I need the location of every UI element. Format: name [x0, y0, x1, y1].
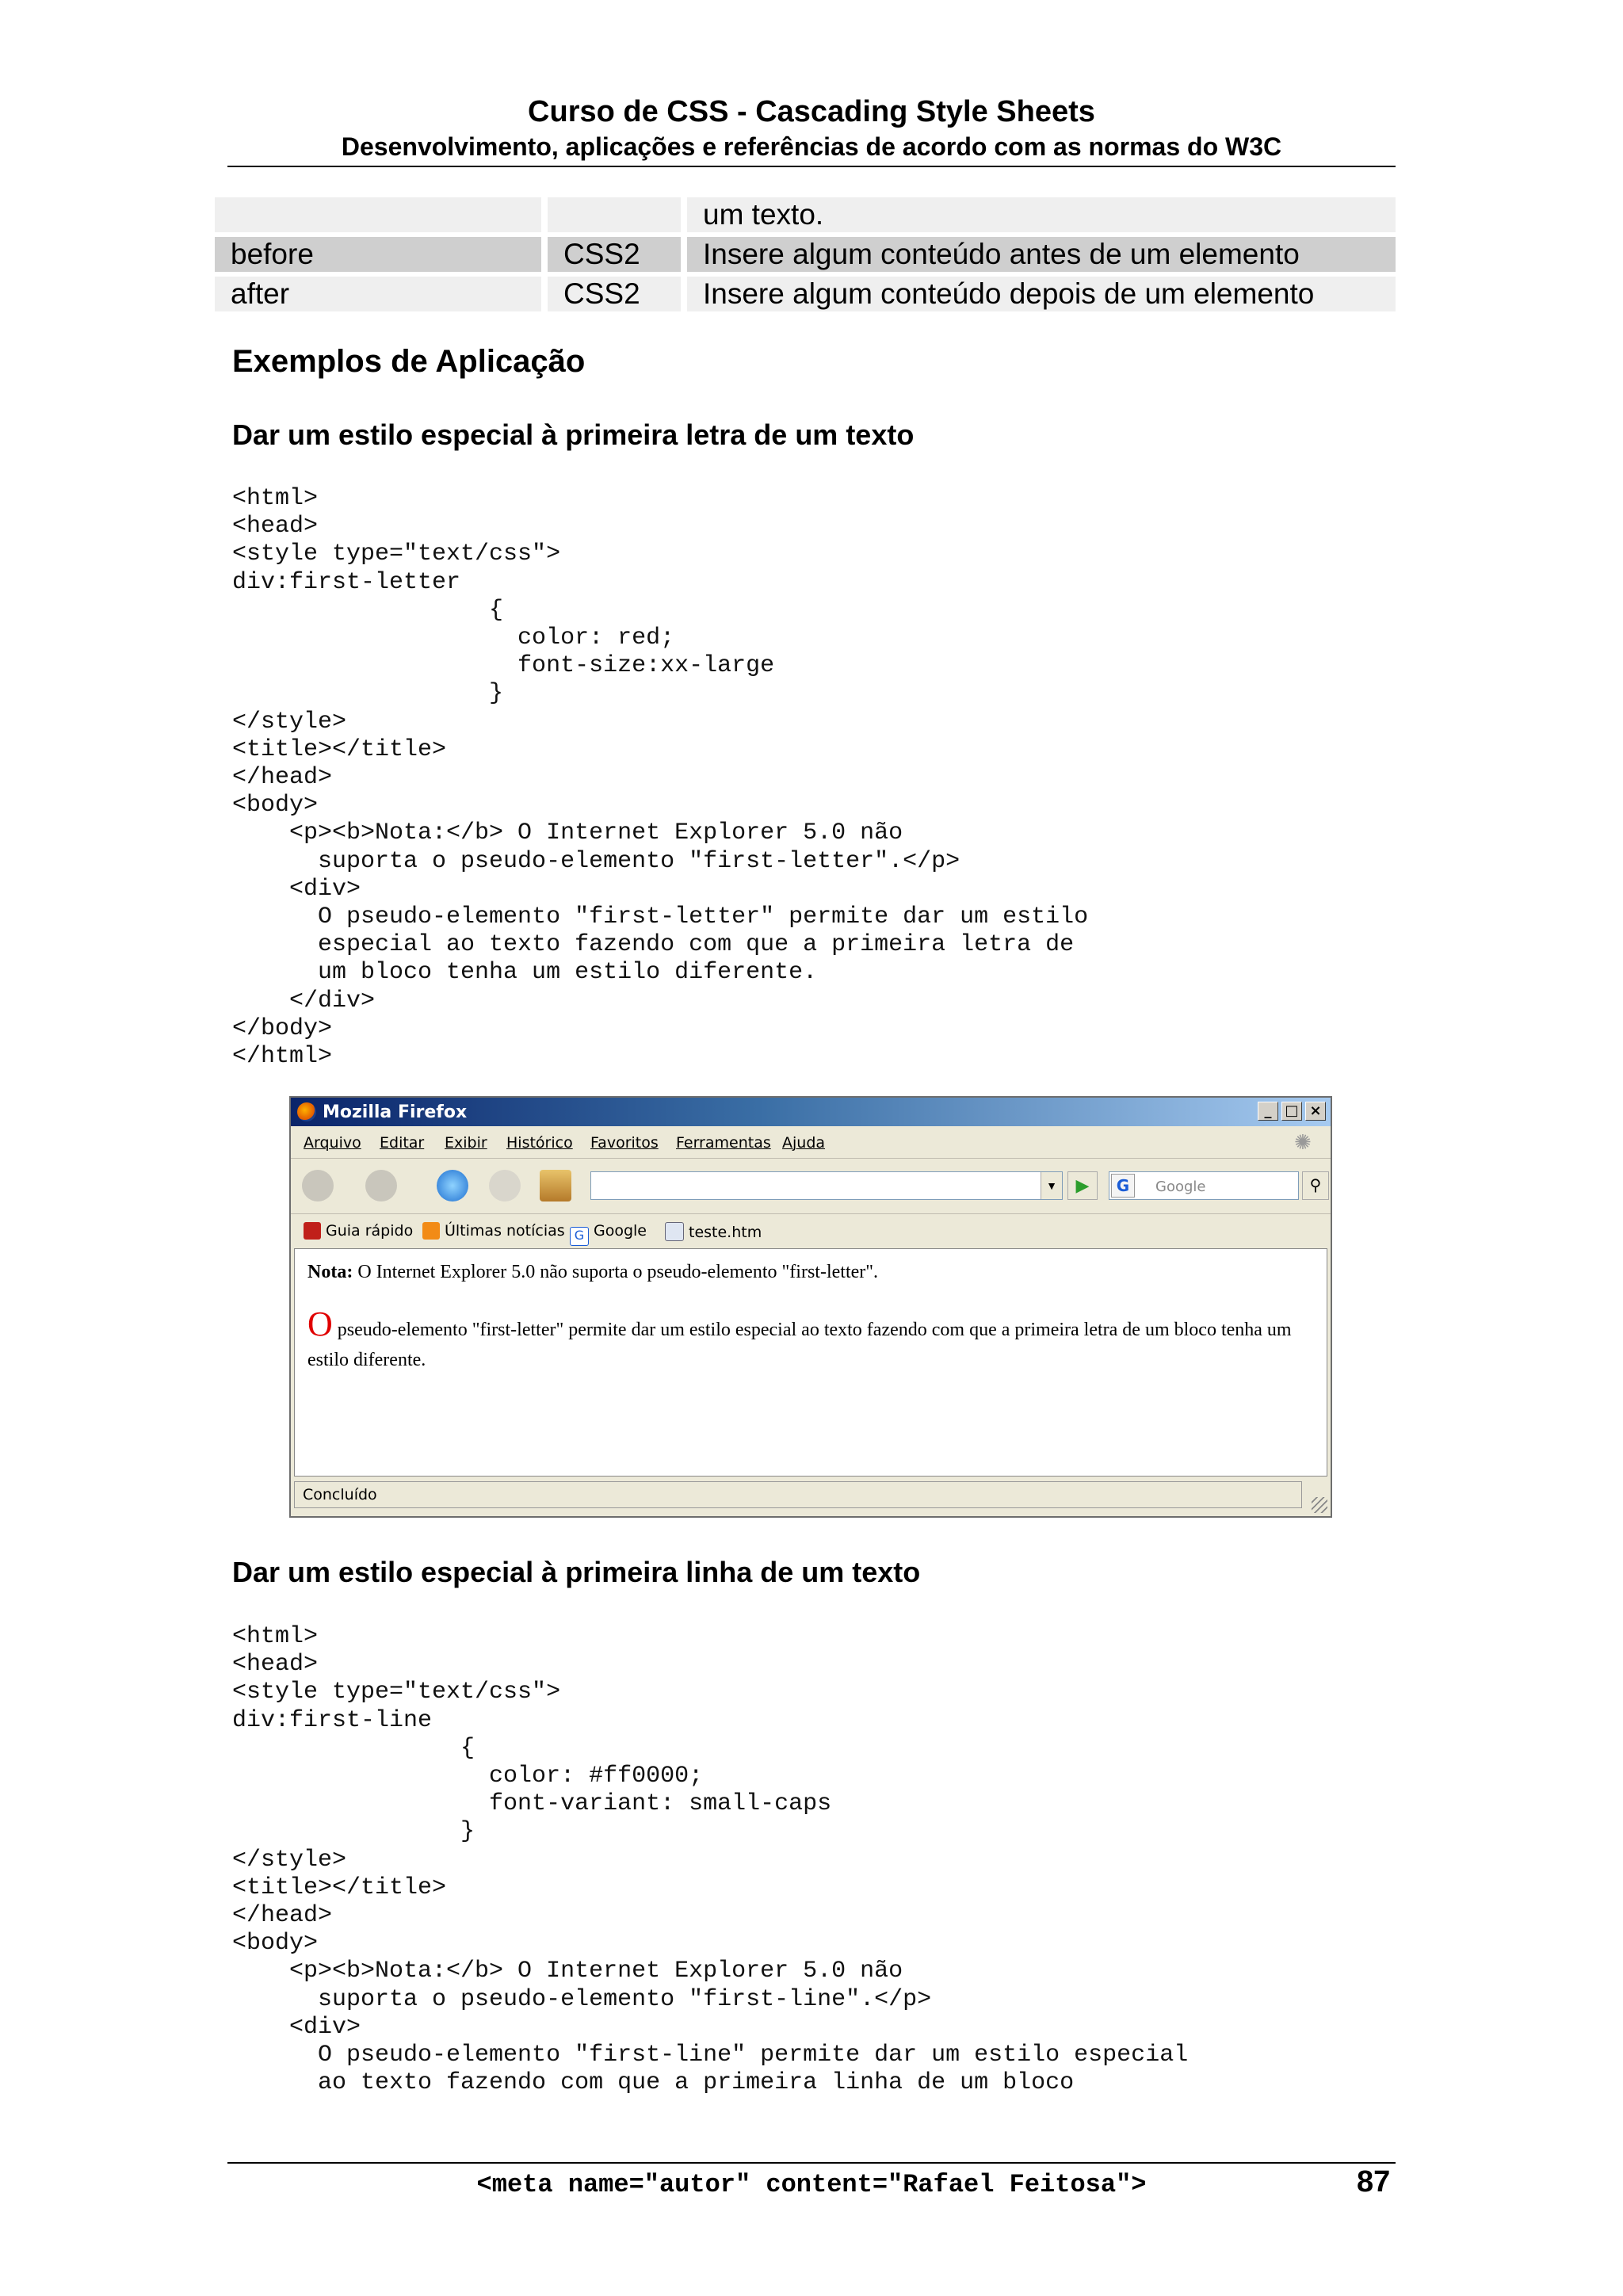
google-icon: G — [570, 1227, 589, 1246]
section-heading: Exemplos de Aplicação — [232, 344, 586, 379]
first-letter: O — [307, 1305, 333, 1343]
table-row — [215, 197, 1396, 232]
page-number: 87 — [1357, 2165, 1391, 2199]
menu-ferramentas[interactable]: Ferramentas — [676, 1134, 771, 1152]
example2-heading: Dar um estilo especial à primeira linha de um texto — [232, 1556, 921, 1588]
google-engine-icon[interactable]: G — [1111, 1174, 1135, 1198]
stop-icon[interactable] — [489, 1170, 521, 1201]
document-subtitle: Desenvolvimento, aplicações e referências de acordo com as normas do W3C — [341, 132, 1282, 161]
bookmark-label: Google — [594, 1222, 647, 1240]
go-icon[interactable]: ▶ — [1067, 1171, 1098, 1200]
table-cell: after — [215, 277, 541, 311]
bookmark-teste[interactable] — [665, 1222, 762, 1241]
table-cell: before — [215, 237, 541, 272]
bookmark-ultimas-noticias[interactable] — [422, 1222, 565, 1240]
forward-icon[interactable] — [365, 1170, 397, 1201]
nota-paragraph — [307, 1262, 878, 1283]
table-cell: um texto. — [687, 197, 1396, 232]
table-cell: Insere algum conteúdo depois de um elemento — [687, 277, 1396, 311]
home-icon[interactable] — [540, 1170, 571, 1201]
status-bar: Concluído — [294, 1481, 1302, 1508]
example1-heading: Dar um estilo especial à primeira letra de um texto — [232, 418, 915, 451]
minimize-icon[interactable]: _ — [1258, 1102, 1278, 1121]
table-row — [215, 237, 1396, 272]
bookmark-label: Guia rápido — [326, 1222, 414, 1240]
header-divider — [227, 166, 1396, 167]
example2-code-block: <html> <head> <style type="text/css"> div:first-line { color: #ff0000; font-variant: small-caps } </style> <title></title> </head> <body> <p><b>Nota:</b> O Internet Explorer 5.0 não suporta o pseudo-elemento "first-line".</p> <div> O pseudo-elemento "first-line" permite dar um estilo especial ao texto fazendo com que a primeira linha de um bloco — [232, 1623, 1189, 2097]
bookmark-label: Últimas notícias — [445, 1222, 565, 1240]
footer-divider — [227, 2162, 1396, 2164]
browser-title: Mozilla Firefox — [323, 1102, 468, 1122]
table-cell — [215, 197, 541, 232]
page-icon — [665, 1222, 684, 1241]
table-cell: Insere algum conteúdo antes de um elemento — [687, 237, 1396, 272]
search-placeholder: Google — [1155, 1179, 1206, 1195]
document-title: Curso de CSS - Cascading Style Sheets — [528, 95, 1095, 128]
table-row — [215, 277, 1396, 311]
rss-icon — [422, 1222, 440, 1240]
nota-label: Nota: — [307, 1262, 353, 1282]
menu-historico[interactable]: Histórico — [506, 1134, 573, 1152]
back-icon[interactable] — [302, 1170, 334, 1201]
pseudo-elements-table — [208, 193, 1402, 316]
maximize-icon[interactable]: □ — [1281, 1102, 1302, 1121]
page-header — [0, 94, 1623, 163]
table-cell: CSS2 — [548, 277, 681, 311]
example1-code-block: <html> <head> <style type="text/css"> div:first-letter { color: red; font-size:xx-large } </style> <title></title> </head> <body> <p><b>Nota:</b> O Internet Explorer 5.0 não suporta o pseudo-elemento "first-letter".</p> <div> O pseudo-elemento "first-letter" permite dar um estilo especial ao texto fazendo com que a primeira letra de um bloco tenha um estilo diferente. </div> </body> </html> — [232, 485, 1089, 1071]
browser-window — [289, 1096, 1332, 1518]
menu-ajuda[interactable]: Ajuda — [782, 1134, 826, 1152]
menu-arquivo[interactable]: Arquivo — [304, 1134, 361, 1152]
bookmark-label: teste.htm — [689, 1224, 762, 1241]
bookmarks-toolbar — [291, 1213, 1331, 1246]
table-cell — [548, 197, 681, 232]
paragraph-text: pseudo-elemento "first-letter" permite dar um estilo especial ao texto fazendo com que a primeira letra de um bloco tenha um estilo diferente. — [307, 1320, 1292, 1370]
first-letter-paragraph — [307, 1305, 1314, 1375]
url-input[interactable] — [590, 1171, 1063, 1200]
resize-grip-icon[interactable] — [1312, 1497, 1327, 1513]
table-cell: CSS2 — [548, 237, 681, 272]
throbber-icon: ✺ — [1294, 1131, 1312, 1155]
browser-title-bar — [291, 1098, 1331, 1126]
firefox-help-icon — [304, 1222, 321, 1240]
menu-editar[interactable]: Editar — [380, 1134, 425, 1152]
bookmark-google[interactable] — [570, 1222, 647, 1246]
browser-content — [294, 1248, 1327, 1477]
nota-text: O Internet Explorer 5.0 não suporta o pseudo-elemento "first-letter". — [353, 1262, 879, 1282]
search-input[interactable] — [1109, 1171, 1299, 1200]
browser-menu-bar — [291, 1128, 1331, 1156]
menu-exibir[interactable]: Exibir — [445, 1134, 487, 1152]
close-icon[interactable]: × — [1305, 1102, 1326, 1121]
firefox-logo-icon — [297, 1102, 316, 1121]
reload-icon[interactable] — [437, 1170, 468, 1201]
search-icon[interactable]: ⚲ — [1302, 1171, 1329, 1200]
footer-meta-text: <meta name="autor" content="Rafael Feitosa"> — [476, 2170, 1147, 2199]
url-dropdown-icon[interactable]: ▼ — [1041, 1172, 1062, 1199]
browser-navigation-bar — [291, 1158, 1331, 1213]
bookmark-guia-rapido[interactable] — [304, 1222, 413, 1240]
menu-favoritos[interactable]: Favoritos — [590, 1134, 659, 1152]
